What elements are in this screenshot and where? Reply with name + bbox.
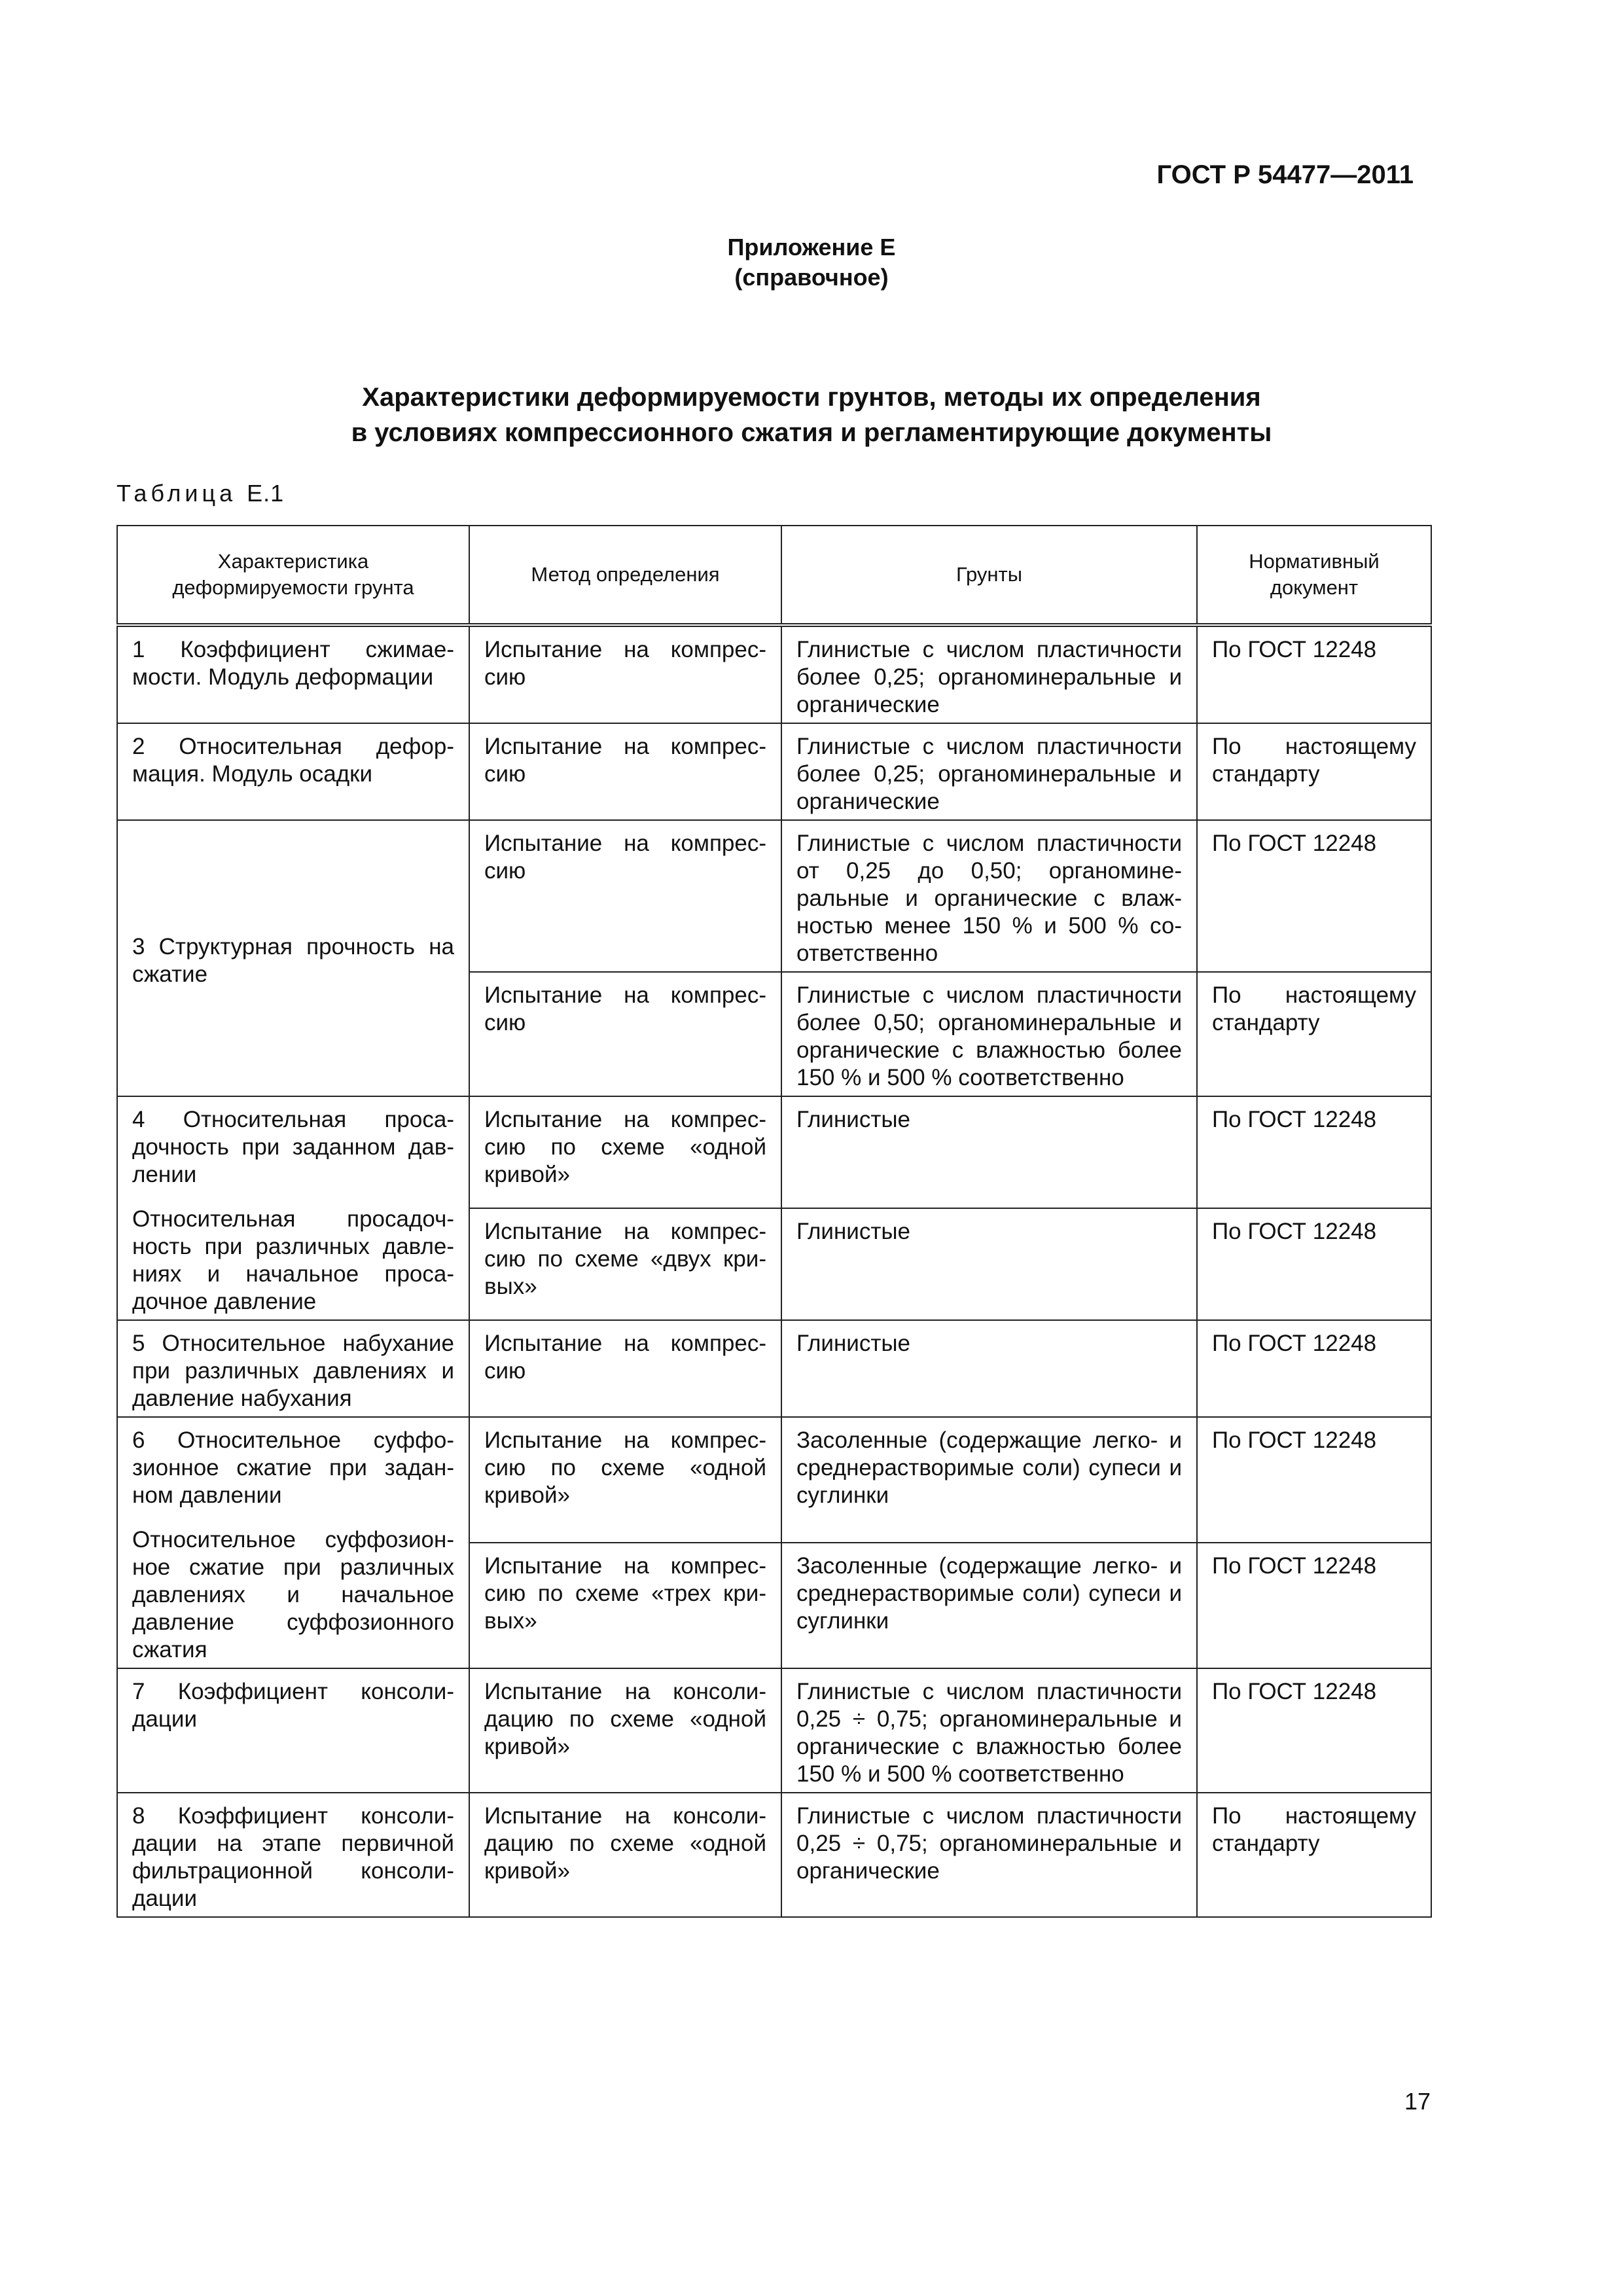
characteristic-part-a: 6 Относительное суффозионное сжатие при заданном давлении [132, 1427, 454, 1508]
table-row [117, 1793, 1431, 1917]
cell-method: Испытание на компрессию [469, 723, 781, 820]
cell-document: По настоящему стандарту [1197, 972, 1431, 1096]
table-caption-label: Таблица [116, 480, 237, 507]
cell-characteristic [117, 1417, 469, 1668]
characteristic-part-b: Относительная просадочность при различных давлениях и начальное просадочное давление [132, 1206, 454, 1314]
table-row [117, 1096, 1431, 1208]
table-row [117, 1417, 1431, 1543]
cell-soils: Глинистые с числом пластичности от 0,25 до 0,50; органоминеральные и органические с влажностью менее 150 % и 500 % соответственно [781, 820, 1197, 972]
appendix-status: (справочное) [734, 264, 889, 291]
cell-method: Испытание на компрессию [469, 625, 781, 723]
cell-soils: Глинистые с числом пластичности более 0,50; органоминеральные и органические с влажностью более 150 % и 500 % соответственно [781, 972, 1197, 1096]
header-method: Метод определения [469, 526, 781, 625]
section-title-line-2: в условиях компрессионного сжатия и регламентирующие документы [351, 418, 1272, 447]
cell-document: По ГОСТ 12248 [1197, 1417, 1431, 1543]
cell-document: По ГОСТ 12248 [1197, 1543, 1431, 1668]
cell-document: По настоящему стандарту [1197, 1793, 1431, 1917]
cell-soils: Глинистые с числом пластичности более 0,25; органоминеральные и органические [781, 625, 1197, 723]
table-row [117, 625, 1431, 723]
cell-document: По ГОСТ 12248 [1197, 1668, 1431, 1793]
cell-method: Испытание на компрессию [469, 1320, 781, 1417]
cell-method: Испытание на консолидацию по схеме «одной кривой» [469, 1668, 781, 1793]
header-soils: Грунты [781, 526, 1197, 625]
cell-method: Испытание на компрессию [469, 820, 781, 972]
cell-soils: Глинистые с числом пластичности 0,25 ÷ 0,75; органоминеральные и органические [781, 1793, 1197, 1917]
cell-document: По ГОСТ 12248 [1197, 625, 1431, 723]
cell-soils: Глинистые [781, 1320, 1197, 1417]
cell-soils: Засоленные (содержащие легко- и среднерастворимые соли) супеси и суглинки [781, 1543, 1197, 1668]
table-row [117, 1320, 1431, 1417]
characteristics-table [116, 525, 1432, 1918]
characteristic-part-b: Относительное суффозионное сжатие при различных давлениях и начальное давление суффозионного сжатия [132, 1527, 454, 1662]
header-document: Нормативный документ [1197, 526, 1431, 625]
cell-method: Испытание на компрессию по схеме «трех кривых» [469, 1543, 781, 1668]
cell-method: Испытание на компрессию по схеме «одной кривой» [469, 1417, 781, 1543]
cell-document: По ГОСТ 12248 [1197, 1320, 1431, 1417]
cell-document: По настоящему стандарту [1197, 723, 1431, 820]
cell-characteristic: 2 Относительная деформация. Модуль осадки [117, 723, 469, 820]
cell-soils: Засоленные (содержащие легко- и среднерастворимые соли) супеси и суглинки [781, 1417, 1197, 1543]
cell-soils: Глинистые с числом пластичности 0,25 ÷ 0,75; органоминеральные и органические с влажностью более 150 % и 500 % соответственно [781, 1668, 1197, 1793]
cell-characteristic: 5 Относительное набухание при различных давлениях и давление набухания [117, 1320, 469, 1417]
cell-characteristic: 3 Структурная прочность на сжатие [117, 820, 469, 1096]
appendix-label: Приложение Е [727, 234, 896, 260]
section-title-line-1: Характеристики деформируемости грунтов, методы их определения [362, 383, 1261, 412]
characteristic-part-a: 4 Относительная просадочность при заданном давлении [132, 1107, 454, 1187]
appendix-heading [0, 232, 1623, 293]
cell-method: Испытание на компрессию по схеме «одной кривой» [469, 1096, 781, 1208]
cell-document: По ГОСТ 12248 [1197, 1208, 1431, 1320]
cell-characteristic: 8 Коэффициент консолидации на этапе первичной фильтрационной консолидации [117, 1793, 469, 1917]
page-number: 17 [1404, 2088, 1431, 2115]
cell-method: Испытание на компрессию по схеме «двух кривых» [469, 1208, 781, 1320]
cell-method: Испытание на компрессию [469, 972, 781, 1096]
table-row [117, 723, 1431, 820]
section-title [0, 380, 1623, 450]
cell-soils: Глинистые [781, 1208, 1197, 1320]
cell-method: Испытание на консолидацию по схеме «одной кривой» [469, 1793, 781, 1917]
cell-soils: Глинистые [781, 1096, 1197, 1208]
cell-characteristic [117, 1096, 469, 1320]
document-code: ГОСТ Р 54477—2011 [1156, 160, 1414, 189]
cell-characteristic: 7 Коэффициент консолидации [117, 1668, 469, 1793]
table-caption-number: Е.1 [247, 480, 285, 507]
cell-characteristic: 1 Коэффициент сжимаемости. Модуль деформации [117, 625, 469, 723]
table-row [117, 1668, 1431, 1793]
cell-document: По ГОСТ 12248 [1197, 1096, 1431, 1208]
table-row [117, 820, 1431, 972]
table-caption [116, 480, 284, 507]
cell-soils: Глинистые с числом пластичности более 0,25; органоминеральные и органические [781, 723, 1197, 820]
cell-document: По ГОСТ 12248 [1197, 820, 1431, 972]
table-header-row [117, 526, 1431, 625]
header-characteristic: Характеристика деформируемости грунта [117, 526, 469, 625]
